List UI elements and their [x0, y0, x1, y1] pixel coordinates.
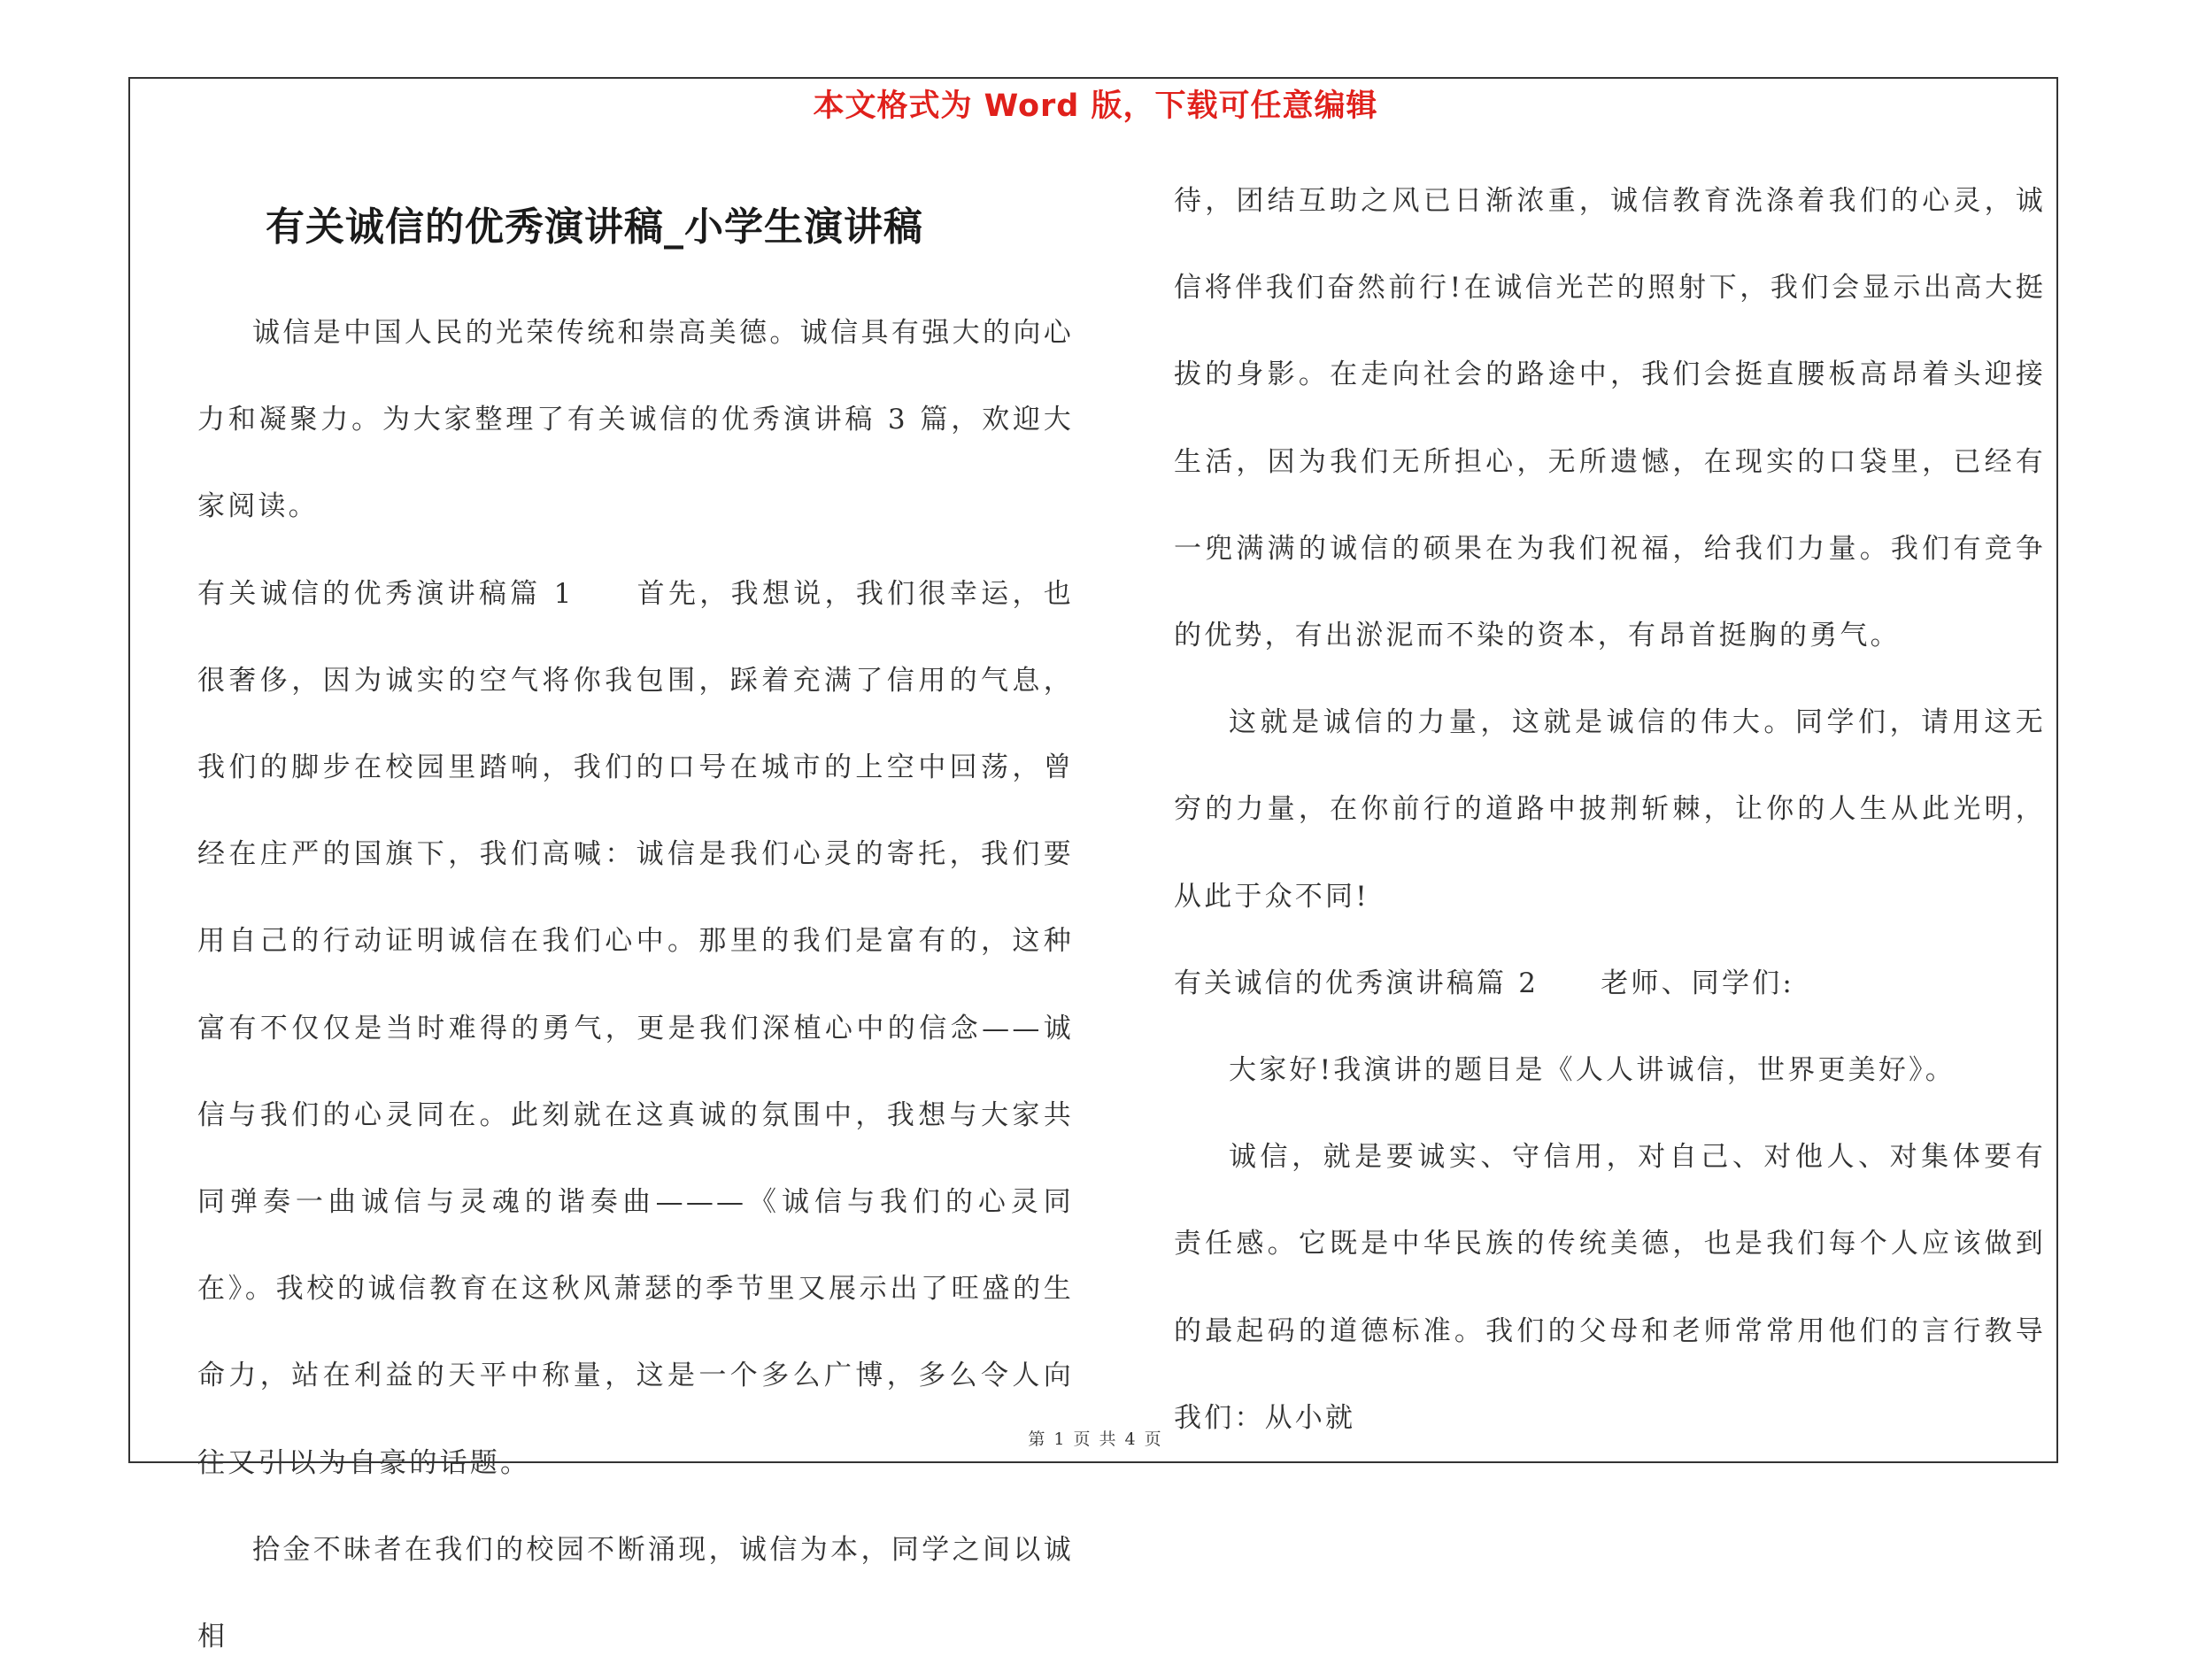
- speech-1-body: 首先，我想说，我们很幸运，也很奢侈，因为诚实的空气将你我包围，踩着充满了信用的气息，我们的脚步在校园里踏响，我们的口号在城市的上空中回荡，曾经在庄严的国旗下，我们高喊：诚信是我们心灵的寄托，我们要用自己的行动证明诚信在我们心中。那里的我们是富有的，这种富有不仅仅是当时难得的勇气，更是我们深植心中的信念——诚信与我们的心灵同在。此刻就在这真诚的氛围中，我想与大家共同弹奏一曲诚信与灵魂的谐奏曲———《诚信与我们的心灵同在》。我校的诚信教育在这秋风萧瑟的季节里又展示出了旺盛的生命力，站在利益的天平中称量，这是一个多么广博，多么令人向往又引以为自豪的话题。: [197, 577, 1074, 1479]
- document-title: 有关诚信的优秀演讲稿_小学生演讲稿: [266, 204, 923, 250]
- speech-2-heading: 有关诚信的优秀演讲稿篇 2: [1174, 967, 1539, 999]
- speech-2-greeting: 老师、同学们:: [1601, 967, 1795, 999]
- speech-1-paragraph-3: 这就是诚信的力量，这就是诚信的伟大。同学们，请用这无穷的力量，在你前行的道路中披荆斩棘，让你的人生从此光明，从此于众不同!: [1174, 706, 2046, 913]
- speech-1-paragraph-2-continued: 待，团结互助之风已日渐浓重，诚信教育洗涤着我们的心灵，诚信将伴我们奋然前行!在诚信光芒的照射下，我们会显示出高大挺拔的身影。在走向社会的路途中，我们会挺直腰板高昂着头迎接生活，因为我们无所担心，无所遗憾，在现实的口袋里，已经有一兜满满的诚信的硕果在为我们祝福，给我们力量。我们有竞争的优势，有出淤泥而不染的资本，有昂首挺胸的勇气。: [1174, 185, 2046, 652]
- page-number-footer: 第 1 页 共 4 页: [1028, 1430, 1163, 1449]
- right-column: [1174, 158, 2046, 1434]
- speech-1-heading: 有关诚信的优秀演讲稿篇 1: [197, 577, 575, 610]
- left-column: [197, 289, 1074, 1653]
- intro-paragraph: 诚信是中国人民的光荣传统和崇高美德。诚信具有强大的向心力和凝聚力。为大家整理了有关诚信的优秀演讲稿 3 篇，欢迎大家阅读。: [197, 317, 1074, 523]
- speech-1-paragraph: [197, 551, 1074, 1507]
- speech-2-paragraph-1: 大家好!我演讲的题目是《人人讲诚信，世界更美好》。: [1229, 1054, 1956, 1087]
- format-banner: 本文格式为 Word 版，下载可任意编辑: [813, 89, 1378, 124]
- speech-1-paragraph-2-start: 拾金不昧者在我们的校园不断涌现，诚信为本，同学之间以诚相: [197, 1533, 1074, 1653]
- speech-2-paragraph-2: 诚信，就是要诚实、守信用，对自己、对他人、对集体要有责任感。它既是中华民族的传统美德，也是我们每个人应该做到的最起码的道德标准。我们的父母和老师常常用他们的言行教导我们：从小就: [1174, 1141, 2046, 1434]
- speech-2-heading-line: [1174, 940, 2046, 1027]
